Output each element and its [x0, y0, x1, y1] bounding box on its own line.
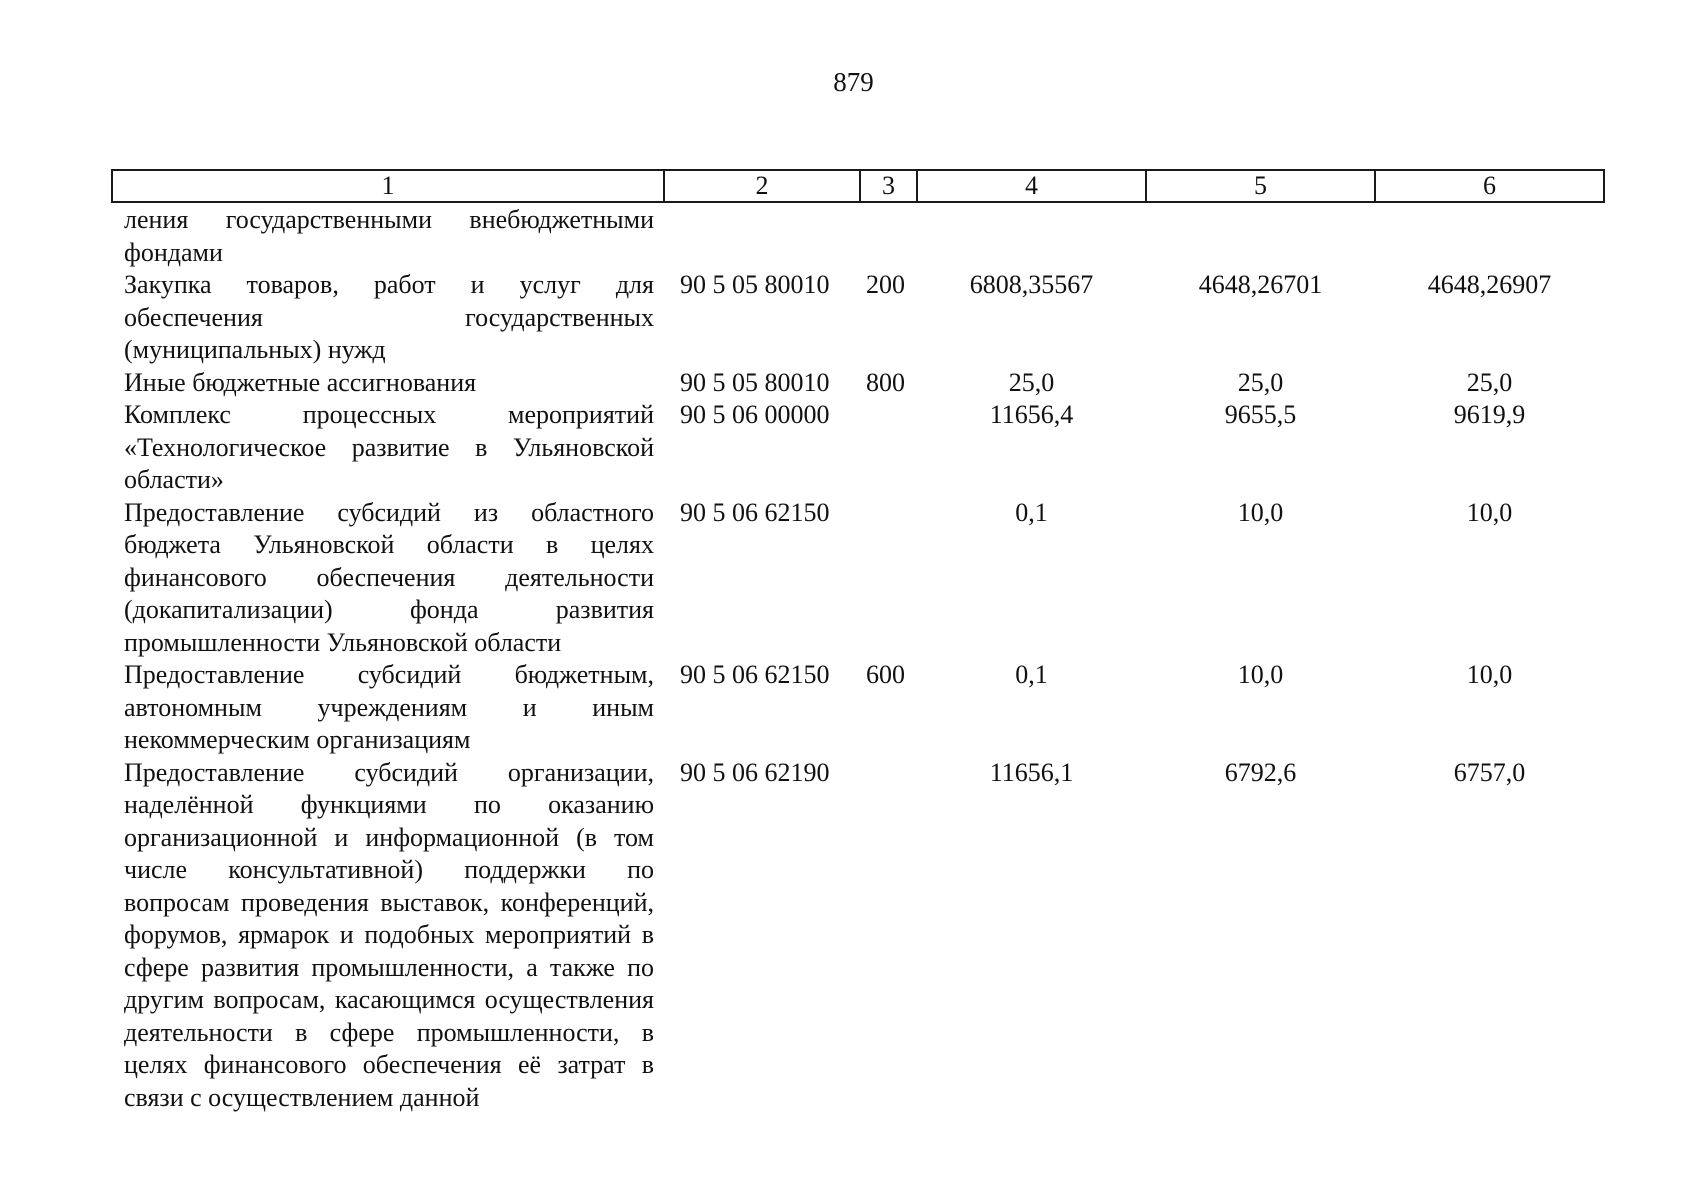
- row-name: Предоставление субсидий бюджетным, автономным учреждениям и иным некоммерческим организациям: [124, 660, 654, 754]
- row-value-4: 0,1: [1015, 497, 1048, 527]
- row-value-6: [1375, 202, 1604, 269]
- row-type: [860, 399, 917, 497]
- row-value-5: 25,0: [1237, 367, 1284, 397]
- table-row: [112, 399, 1604, 497]
- row-name: Комплекс процессных мероприятий «Технологическое развитие в Ульяновской области»: [124, 400, 654, 494]
- row-code: 90 5 06 62150: [680, 660, 830, 689]
- row-value-4: 6808,35567: [969, 270, 1094, 299]
- row-type: [860, 497, 917, 660]
- row-code: [664, 202, 860, 269]
- row-type: [860, 757, 917, 1115]
- row-value-4: 0,1: [1015, 660, 1048, 689]
- row-value-4: [917, 202, 1146, 269]
- table-row: [112, 757, 1604, 1115]
- row-value-5: 6792,6: [1224, 757, 1297, 787]
- row-name: Предоставление субсидий из областного бюджета Ульяновской области в целях финансового обеспечения деятельности (докапитализации) фонда развития промышленности Ульяновской области: [124, 497, 654, 657]
- row-name: Иные бюджетные ассигнования: [124, 367, 477, 397]
- budget-table: [111, 169, 1605, 1114]
- row-code: 90 5 05 80010: [680, 367, 830, 397]
- header-cell-6: 6: [1375, 170, 1604, 202]
- row-value-6: 9619,9: [1453, 400, 1526, 429]
- row-name: Предоставление субсидий организации, наделённой функциями по оказанию организационной и информационной (в том числе консультативной) поддержки по вопросам проведения выставок, конференций, форумов, ярмарок и подобных мероприятий в сфере развития промышленности, а также по другим вопросам, касающимся осуществления деятельности в сфере промышленности, в целях финансового обеспечения её затрат в связи с осуществлением данной: [124, 757, 654, 1112]
- row-value-6: 10,0: [1466, 660, 1513, 689]
- row-value-5: 4648,26701: [1198, 270, 1323, 299]
- table-row: [112, 497, 1604, 660]
- header-cell-5: 5: [1146, 170, 1375, 202]
- table-body: [112, 202, 1604, 1114]
- header-cell-1: 1: [112, 170, 664, 202]
- page-number: 879: [833, 67, 874, 97]
- row-code: 90 5 06 62150: [680, 497, 830, 527]
- header-cell-4: 4: [917, 170, 1146, 202]
- row-value-5: 10,0: [1237, 660, 1284, 689]
- table-row: [112, 659, 1604, 757]
- row-value-5: 9655,5: [1224, 400, 1297, 429]
- row-code: 90 5 06 00000: [680, 400, 830, 429]
- row-value-6: 25,0: [1466, 367, 1513, 397]
- row-value-4: 11656,1: [989, 757, 1074, 787]
- row-name: Закупка товаров, работ и услуг для обеспечения государственных (муниципальных) нужд: [124, 270, 654, 364]
- header-cell-3: 3: [860, 170, 917, 202]
- row-type: 600: [866, 660, 905, 689]
- row-name: ления государственными внебюджетными фондами: [124, 205, 654, 267]
- row-value-4: 11656,4: [989, 400, 1074, 429]
- row-type: 800: [866, 367, 905, 397]
- row-value-6: 6757,0: [1453, 757, 1526, 787]
- table-row: [112, 202, 1604, 269]
- row-code: 90 5 06 62190: [680, 757, 830, 787]
- header-row: [112, 170, 1604, 202]
- row-type: [860, 202, 917, 269]
- row-value-6: 4648,26907: [1427, 270, 1552, 299]
- table-row: [112, 269, 1604, 367]
- table-row: [112, 367, 1604, 400]
- row-value-4: 25,0: [1008, 367, 1055, 397]
- row-type: 200: [866, 270, 905, 299]
- row-value-6: 10,0: [1466, 497, 1513, 527]
- row-value-5: 10,0: [1237, 497, 1284, 527]
- table-header: [112, 170, 1604, 202]
- row-code: 90 5 05 80010: [680, 270, 830, 299]
- header-cell-2: 2: [664, 170, 860, 202]
- row-value-5: [1146, 202, 1375, 269]
